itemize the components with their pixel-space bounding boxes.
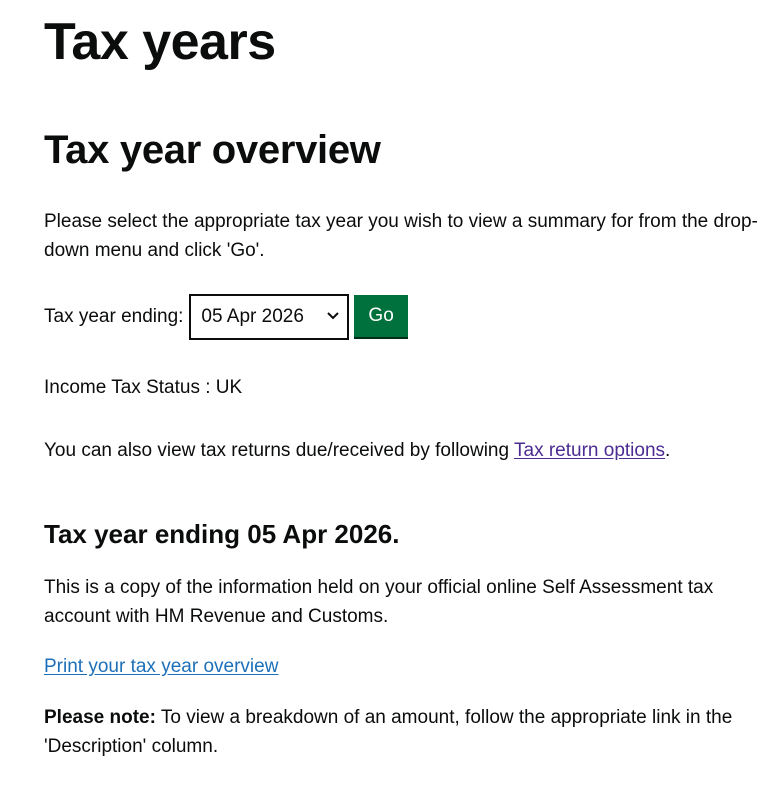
copy-info-text: This is a copy of the information held on your official online Self Assessment tax account with HM Revenue and Customs. [44,577,714,627]
also-view-suffix: . [665,440,671,461]
page-title: Tax years [44,13,276,71]
section-heading: Tax year overview [44,128,381,172]
also-view-text [44,436,783,465]
tax-year-summary-heading: Tax year ending 05 Apr 2026. [44,519,400,549]
note-text: To view a breakdown of an amount, follow the appropriate link in the 'Description' column. [44,707,733,757]
print-paragraph [44,652,278,681]
tax-year-form [44,294,408,340]
go-button[interactable]: Go [354,295,407,337]
intro-text: Please select the appropriate tax year you wish to view a summary for from the drop-down menu and click 'Go'. [44,211,758,261]
print-overview-link[interactable]: Print your tax year overview [44,656,279,677]
income-tax-status: Income Tax Status : UK [44,377,243,398]
please-note-text [44,703,783,761]
tax-year-label: Tax year ending: [44,306,184,327]
note-label: Please note: [44,707,156,728]
tax-year-select[interactable] [189,294,349,340]
tax-return-options-link[interactable]: Tax return options [514,440,666,461]
tax-year-select-value: 05 Apr 2026 [201,306,304,327]
chevron-down-icon [327,311,339,323]
also-view-prefix: You can also view tax returns due/received by following [44,440,514,461]
